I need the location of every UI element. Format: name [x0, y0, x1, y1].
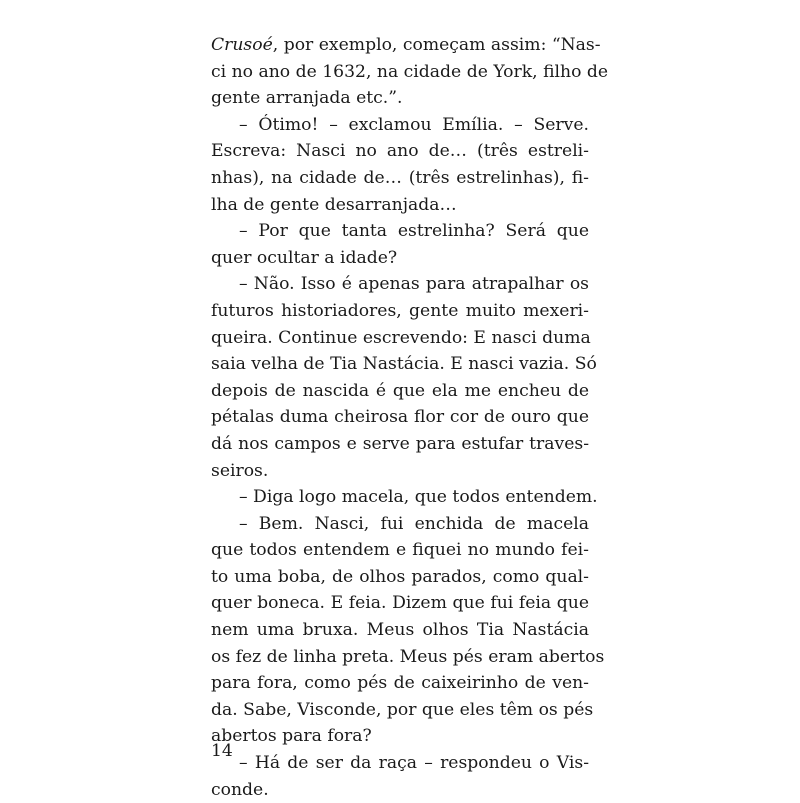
- text-line-28: – Há de ser da raça – respondeu o Vis-: [239, 753, 589, 774]
- text-line-11: futuros historiadores, gente muito mexeri-: [211, 300, 589, 321]
- body-text: [211, 32, 609, 803]
- text-line-24: os fez de linha preta. Meus pés eram abertos: [211, 646, 605, 667]
- text-line-7: lha de gente desarranjada…: [211, 194, 457, 215]
- text-line-16: dá nos campos e serve para estufar traves-: [211, 433, 589, 454]
- text-line-20: que todos entendem e fiquei no mundo fei-: [211, 540, 589, 561]
- text-line-29: conde.: [211, 779, 269, 800]
- page-number: 14: [211, 741, 233, 761]
- text-line-15: pétalas duma cheirosa flor cor de ouro que: [211, 407, 589, 428]
- text-line-6: nhas), na cidade de… (três estrelinhas), fi-: [211, 167, 589, 188]
- text-line-9: quer ocultar a idade?: [211, 247, 398, 268]
- text-line-23: nem uma bruxa. Meus olhos Tia Nastácia: [211, 620, 589, 641]
- text-line-19: – Bem. Nasci, fui enchida de macela: [239, 513, 589, 534]
- text-line-14: depois de nascida é que ela me encheu de: [211, 380, 589, 401]
- text-line-1: Crusoé, por exemplo, começam assim: “Nas-: [211, 35, 601, 55]
- text-line-5: Escreva: Nasci no ano de… (três estreli-: [211, 141, 589, 162]
- text-line-12: queira. Continue escrevendo: E nasci duma: [211, 327, 591, 348]
- text-line-17: seiros.: [211, 460, 269, 481]
- text-line-3: gente arranjada etc.”.: [211, 88, 403, 109]
- italic-title: Crusoé: [211, 35, 273, 55]
- text-line-18: – Diga logo macela, que todos entendem.: [239, 487, 598, 508]
- text-line-10: – Não. Isso é apenas para atrapalhar os: [239, 274, 589, 295]
- text-line-21: to uma boba, de olhos parados, como qual-: [211, 566, 589, 587]
- text-line-27: abertos para fora?: [211, 726, 372, 747]
- text-line-8: – Por que tanta estrelinha? Será que: [239, 221, 589, 242]
- text-line-13: saia velha de Tia Nastácia. E nasci vazia. Só: [211, 354, 597, 375]
- text-line-25: para fora, como pés de caixeirinho de ven-: [211, 673, 589, 694]
- text-line-26: da. Sabe, Visconde, por que eles têm os pés: [211, 699, 594, 720]
- text-line-4: – Ótimo! – exclamou Emília. – Serve.: [239, 114, 589, 135]
- text-line-22: quer boneca. E feia. Dizem que fui feia que: [211, 593, 589, 614]
- text-line-2: ci no ano de 1632, na cidade de York, filho de: [211, 61, 609, 82]
